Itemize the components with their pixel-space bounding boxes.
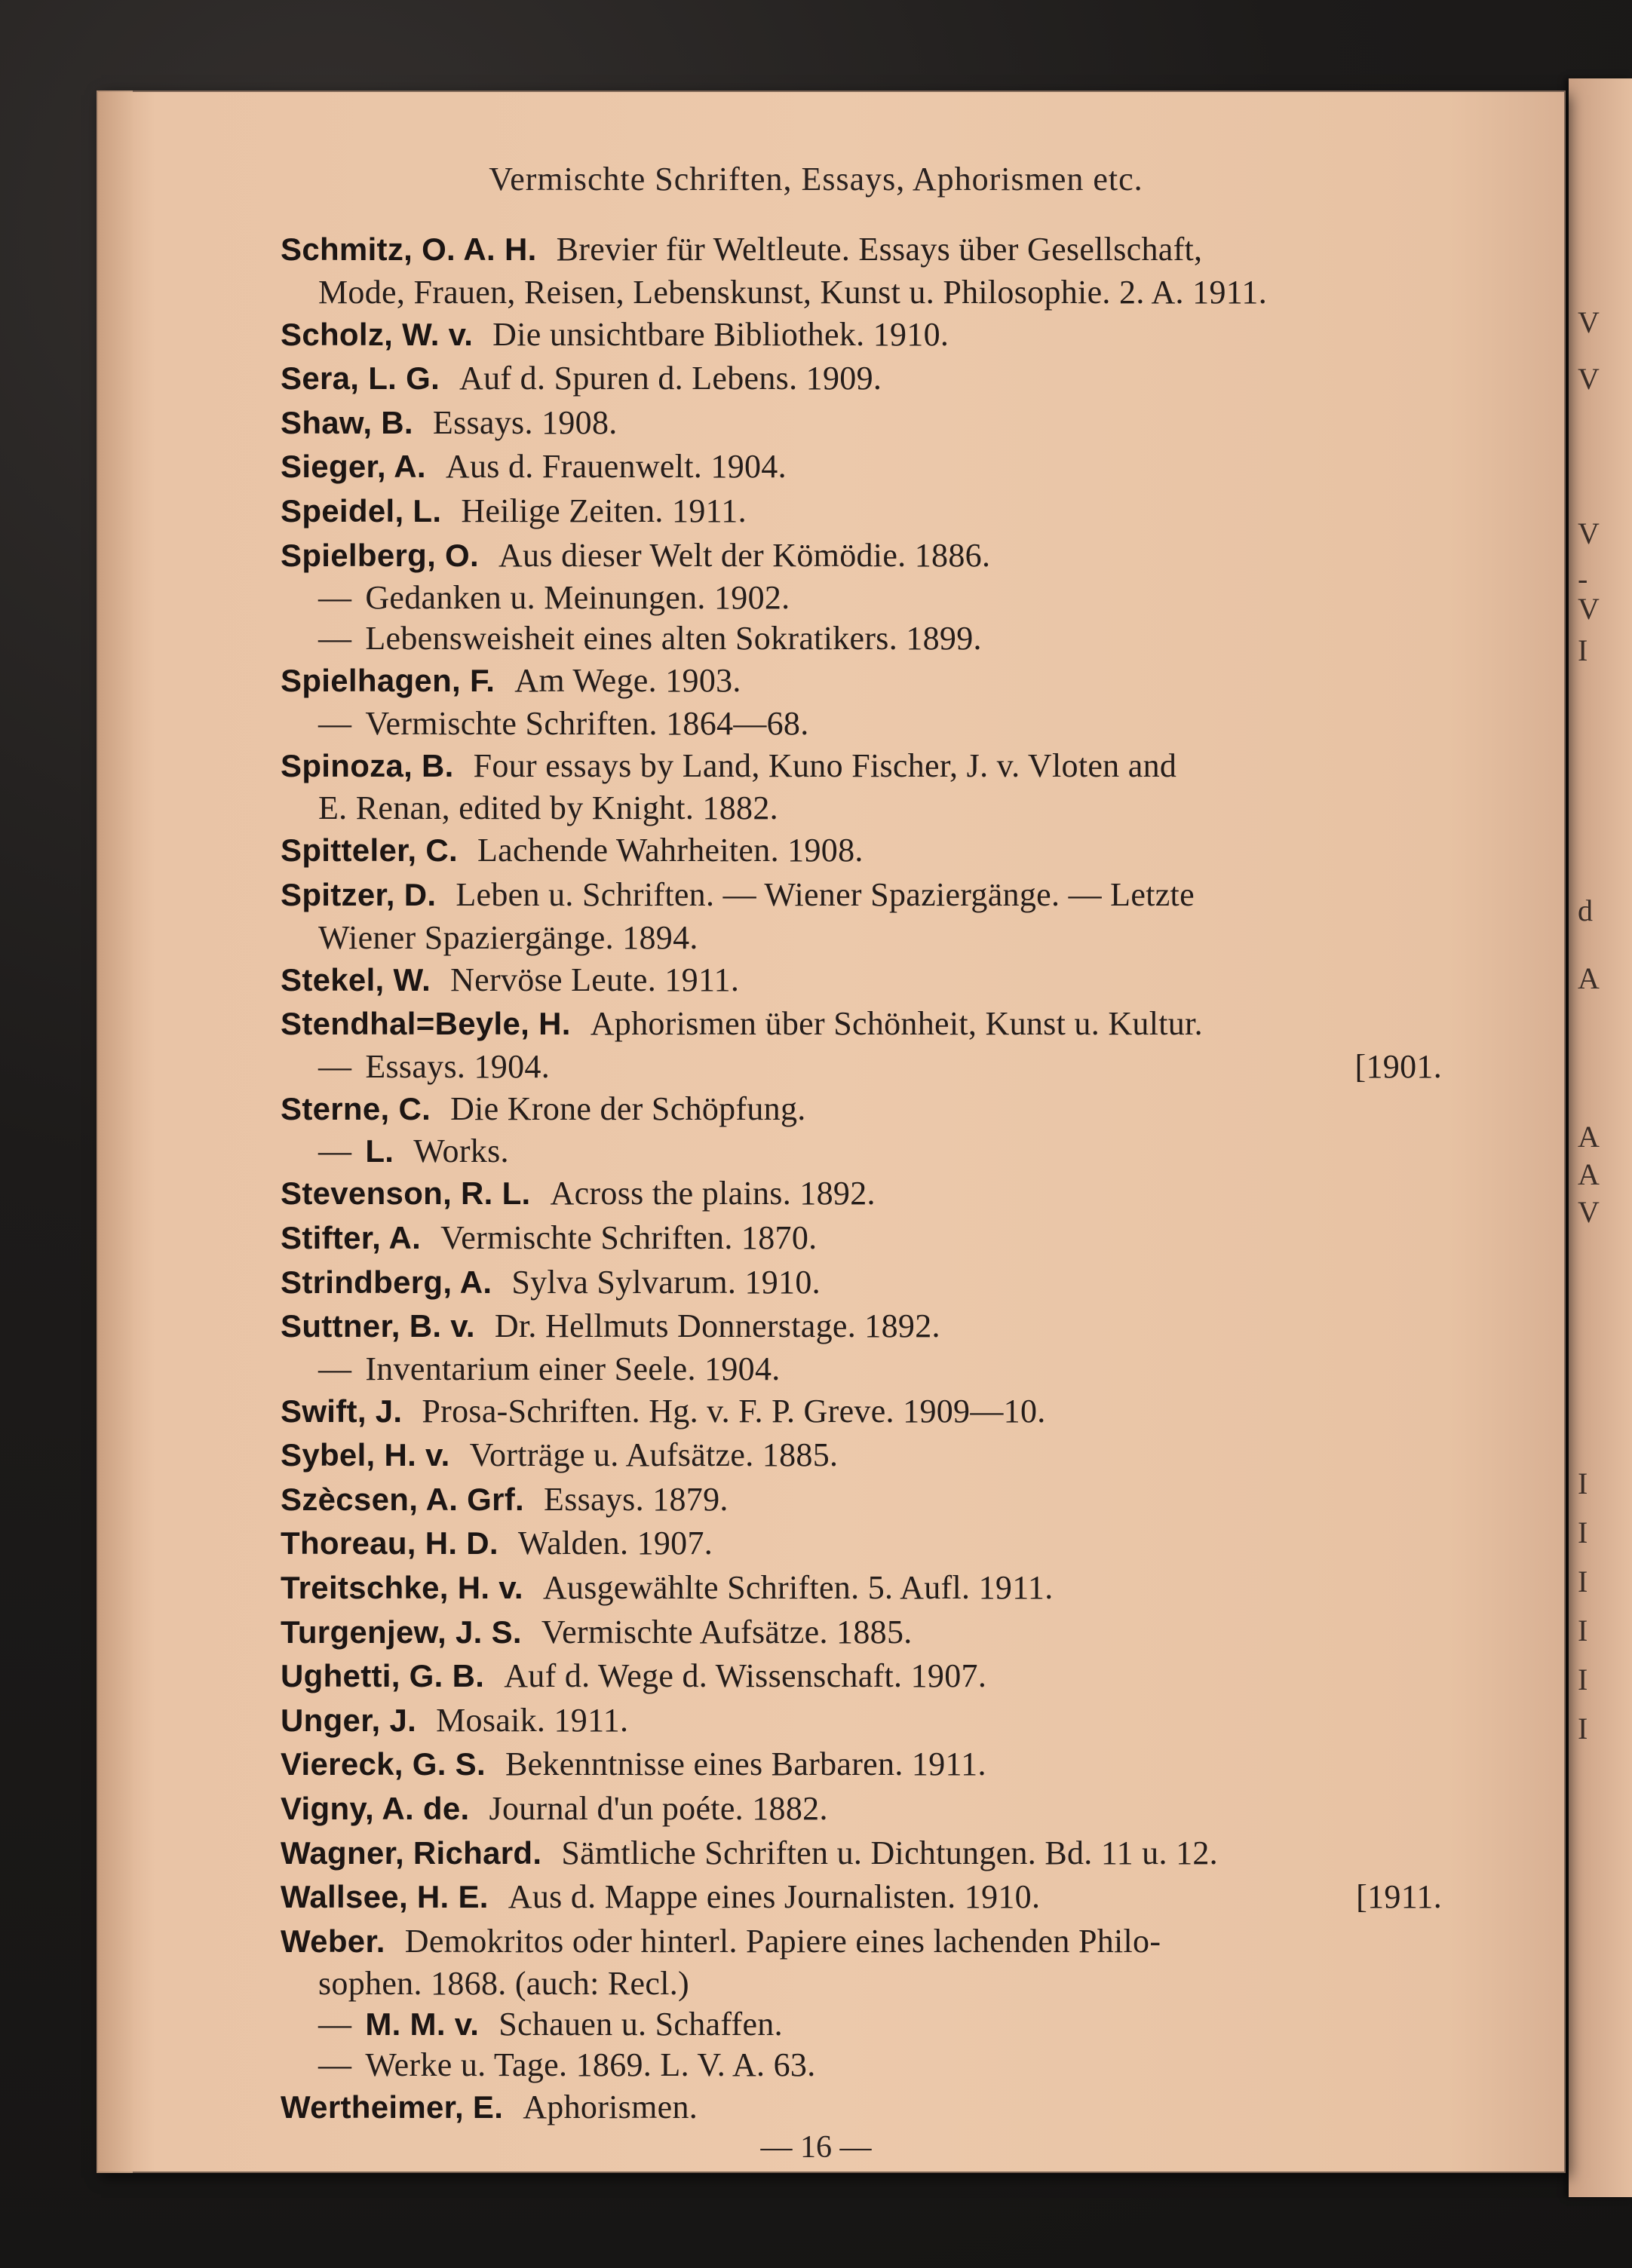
bibliography-entry	[281, 401, 1442, 446]
author-name: Weber.	[281, 1923, 385, 1959]
entry-text: Mosaik. 1911.	[436, 1701, 629, 1739]
sub-entry	[281, 2045, 1442, 2086]
entry-text: Four essays by Land, Kuno Fischer, J. v. Vloten and	[473, 746, 1177, 784]
author-name: Turgenjew, J. S.	[281, 1614, 522, 1650]
entry-text: Essays. 1908.	[432, 403, 618, 441]
adjacent-page-letter: I	[1578, 1614, 1588, 1647]
bibliography-entry	[281, 1261, 1442, 1305]
entry-text: Essays. 1879.	[544, 1480, 729, 1518]
author-name: Sieger, A.	[281, 449, 426, 485]
entry-dash: —	[318, 620, 352, 657]
author-name: Szècsen, A. Grf.	[281, 1481, 525, 1517]
bibliography-entry	[281, 1611, 1442, 1655]
adjacent-page-edge	[1569, 78, 1632, 2197]
entry-year-note: [1911.	[1356, 1878, 1442, 1916]
entry-text: Aus d. Frauenwelt. 1904.	[445, 448, 787, 486]
entry-text: sophen. 1868. (auch: Recl.)	[318, 1965, 689, 2003]
entry-text: Inventarium einer Seele. 1904.	[365, 1350, 781, 1387]
entry-text: Essays. 1904.	[365, 1047, 550, 1085]
author-name: Spinoza, B.	[281, 747, 454, 783]
bibliography-entry	[281, 1831, 1442, 1876]
author-name: Unger, J.	[281, 1702, 417, 1738]
author-name: Wagner, Richard.	[281, 1834, 542, 1871]
author-name: Viereck, G. S.	[281, 1746, 486, 1782]
bibliography-entry	[281, 1478, 1442, 1522]
entry-text: Wiener Spaziergänge. 1894.	[318, 918, 698, 956]
adjacent-page-letter: V	[1578, 1195, 1600, 1229]
entry-dash: —	[318, 2006, 352, 2043]
bibliography-entry	[281, 1172, 1442, 1216]
bibliography-entry	[281, 228, 1442, 272]
author-name: Speidel, L.	[281, 492, 442, 529]
adjacent-page-letter: I	[1578, 1663, 1588, 1696]
author-name: L.	[365, 1133, 394, 1169]
adjacent-page-letter: I	[1578, 1712, 1588, 1745]
entry-text: Bekenntnisse eines Barbaren. 1911.	[505, 1745, 986, 1783]
bibliography-entry	[281, 1787, 1442, 1831]
entry-dash: —	[318, 1350, 352, 1387]
adjacent-page-letter: I	[1578, 633, 1588, 667]
entry-text: Across the plains. 1892.	[550, 1175, 876, 1212]
entry-text: Leben u. Schriften. — Wiener Spaziergänge. — Letzte	[456, 875, 1195, 913]
adjacent-page-letter: A	[1578, 1120, 1600, 1154]
entry-dash: —	[318, 704, 352, 742]
author-name: Sterne, C.	[281, 1090, 431, 1126]
author-name: Stevenson, R. L.	[281, 1175, 531, 1212]
entry-text: Dr. Hellmuts Donnerstage. 1892.	[494, 1307, 940, 1345]
entry-text: Auf d. Spuren d. Lebens. 1909.	[459, 360, 882, 397]
bibliography-entry	[281, 1654, 1442, 1699]
author-name: Strindberg, A.	[281, 1264, 492, 1300]
entry-text: Am Wege. 1903.	[514, 662, 741, 700]
entry-text: Gedanken u. Meinungen. 1902.	[365, 579, 790, 617]
entry-continuation	[281, 918, 1442, 958]
entry-text: Vermischte Schriften. 1864—68.	[365, 704, 809, 742]
entry-continuation	[281, 788, 1442, 829]
sub-entry	[281, 578, 1442, 618]
author-name: Stendhal=Beyle, H.	[281, 1006, 571, 1042]
bibliography-entry	[281, 1875, 1442, 1920]
author-name: Spielhagen, F.	[281, 663, 495, 699]
author-name: Vigny, A. de.	[281, 1791, 470, 1827]
entry-continuation	[281, 1963, 1442, 2004]
entry-dash: —	[318, 1132, 352, 1170]
author-name: Wallsee, H. E.	[281, 1879, 489, 1915]
author-name: M. M. v.	[365, 2006, 480, 2043]
entry-text: Journal d'un poéte. 1882.	[489, 1790, 828, 1828]
entry-text: Mode, Frauen, Reisen, Lebenskunst, Kunst u. Philosophie. 2. A. 1911.	[318, 273, 1268, 311]
bibliography-entry	[281, 445, 1442, 489]
entry-text: Auf d. Wege d. Wissenschaft. 1907.	[504, 1657, 987, 1695]
author-name: Scholz, W. v.	[281, 316, 474, 352]
adjacent-page-letter: V	[1578, 362, 1600, 396]
adjacent-page-letter: A	[1578, 961, 1600, 995]
bibliography-entry	[281, 1699, 1442, 1743]
entry-dash: —	[318, 579, 352, 617]
adjacent-page-letter: V	[1578, 305, 1600, 339]
entry-text: Demokritos oder hinterl. Papiere eines lachenden Philo-	[404, 1922, 1161, 1960]
entry-text: Aus d. Mappe eines Journalisten. 1910.	[508, 1878, 1041, 1916]
author-name: Sybel, H. v.	[281, 1437, 450, 1473]
bibliography-entry	[281, 1390, 1442, 1434]
bibliography-entry	[281, 489, 1442, 534]
bibliography-entry	[281, 1216, 1442, 1261]
adjacent-page-letter: I	[1578, 1467, 1588, 1500]
entry-text: Vermischte Schriften. 1870.	[440, 1218, 818, 1256]
author-name: Spielberg, O.	[281, 537, 479, 573]
sub-entry	[281, 2004, 1442, 2045]
author-name: Spitteler, C.	[281, 832, 458, 869]
sub-entry	[281, 1047, 1442, 1087]
entry-text: Lebensweisheit eines alten Sokratikers. 1899.	[365, 620, 982, 657]
entry-dash: —	[318, 2046, 352, 2084]
entry-text: Aphorismen.	[523, 2089, 698, 2126]
bibliography-entry	[281, 1920, 1442, 1964]
entry-text: Werke u. Tage. 1869. L. V. A. 63.	[365, 2046, 816, 2084]
bibliography-entry	[281, 1566, 1442, 1611]
author-name: Stifter, A.	[281, 1219, 422, 1255]
bibliography-entry	[281, 2086, 1442, 2130]
bibliography-entry	[281, 659, 1442, 703]
bibliography-entry	[281, 744, 1442, 789]
adjacent-page-letter: -	[1578, 562, 1588, 596]
sub-entry	[281, 1131, 1442, 1172]
author-name: Treitschke, H. v.	[281, 1570, 523, 1606]
adjacent-page-letter: V	[1578, 592, 1600, 626]
entry-text: Aphorismen über Schönheit, Kunst u. Kultur.	[590, 1005, 1203, 1043]
author-name: Swift, J.	[281, 1393, 403, 1429]
bibliography-entry	[281, 313, 1442, 357]
adjacent-page-letter: d	[1578, 893, 1593, 927]
entry-text: Brevier für Weltleute. Essays über Gesellschaft,	[556, 231, 1203, 268]
author-name: Shaw, B.	[281, 404, 413, 440]
bibliography-entry	[281, 1002, 1442, 1047]
sub-entry	[281, 703, 1442, 744]
adjacent-page-letter: I	[1578, 1516, 1588, 1549]
entry-text: Heilige Zeiten. 1911.	[461, 492, 747, 529]
entry-text: E. Renan, edited by Knight. 1882.	[318, 789, 778, 827]
running-head: Vermischte Schriften, Essays, Aphorismen etc.	[489, 161, 1143, 198]
bibliography-entry	[281, 357, 1442, 401]
adjacent-page-letter: I	[1578, 1565, 1588, 1598]
bibliography-entry	[281, 1304, 1442, 1349]
bibliography-entry	[281, 958, 1442, 1003]
bibliography-entry	[281, 873, 1442, 918]
bibliography-entry	[281, 534, 1442, 578]
entry-text: Die unsichtbare Bibliothek. 1910.	[492, 315, 949, 353]
page-gutter-shadow	[97, 90, 133, 2173]
sub-entry	[281, 1349, 1442, 1390]
author-name: Wertheimer, E.	[281, 2089, 504, 2125]
entry-text: Walden. 1907.	[517, 1525, 713, 1562]
author-name: Sera, L. G.	[281, 360, 440, 397]
adjacent-page-letter: V	[1578, 516, 1600, 550]
entry-text: Works.	[413, 1132, 509, 1170]
author-name: Ughetti, G. B.	[281, 1658, 485, 1694]
author-name: Stekel, W.	[281, 961, 431, 998]
sub-entry	[281, 618, 1442, 659]
author-name: Schmitz, O. A. H.	[281, 231, 537, 267]
entry-text: Sämtliche Schriften u. Dichtungen. Bd. 11 u. 12.	[561, 1834, 1218, 1871]
entry-text: Aus dieser Welt der Kömödie. 1886.	[498, 536, 991, 574]
bibliography-entry	[281, 1433, 1442, 1478]
entry-text: Sylva Sylvarum. 1910.	[511, 1263, 821, 1301]
entry-text: Vermischte Aufsätze. 1885.	[541, 1613, 913, 1650]
entry-year-note: [1901.	[1354, 1047, 1442, 1085]
author-name: Suttner, B. v.	[281, 1308, 475, 1344]
bibliography-entry	[281, 829, 1442, 873]
entry-text: Schauen u. Schaffen.	[498, 2006, 783, 2043]
entry-text: Prosa-Schriften. Hg. v. F. P. Greve. 1909—10.	[422, 1392, 1046, 1430]
entry-continuation	[281, 272, 1442, 313]
author-name: Thoreau, H. D.	[281, 1525, 498, 1562]
adjacent-page-letter: A	[1578, 1157, 1600, 1191]
bibliography-entry	[281, 1742, 1442, 1787]
entry-text: Nervöse Leute. 1911.	[450, 961, 740, 998]
author-name: Spitzer, D.	[281, 876, 437, 912]
bibliography-entry	[281, 1522, 1442, 1566]
bibliography-list	[281, 228, 1442, 2130]
entry-text: Lachende Wahrheiten. 1908.	[477, 832, 864, 869]
page-number: — 16 —	[760, 2130, 872, 2165]
bibliography-entry	[281, 1087, 1442, 1132]
entry-text: Vorträge u. Aufsätze. 1885.	[469, 1436, 839, 1474]
entry-dash: —	[318, 1047, 352, 1085]
entry-text: Ausgewählte Schriften. 5. Aufl. 1911.	[542, 1569, 1054, 1607]
entry-text: Die Krone der Schöpfung.	[450, 1090, 806, 1127]
